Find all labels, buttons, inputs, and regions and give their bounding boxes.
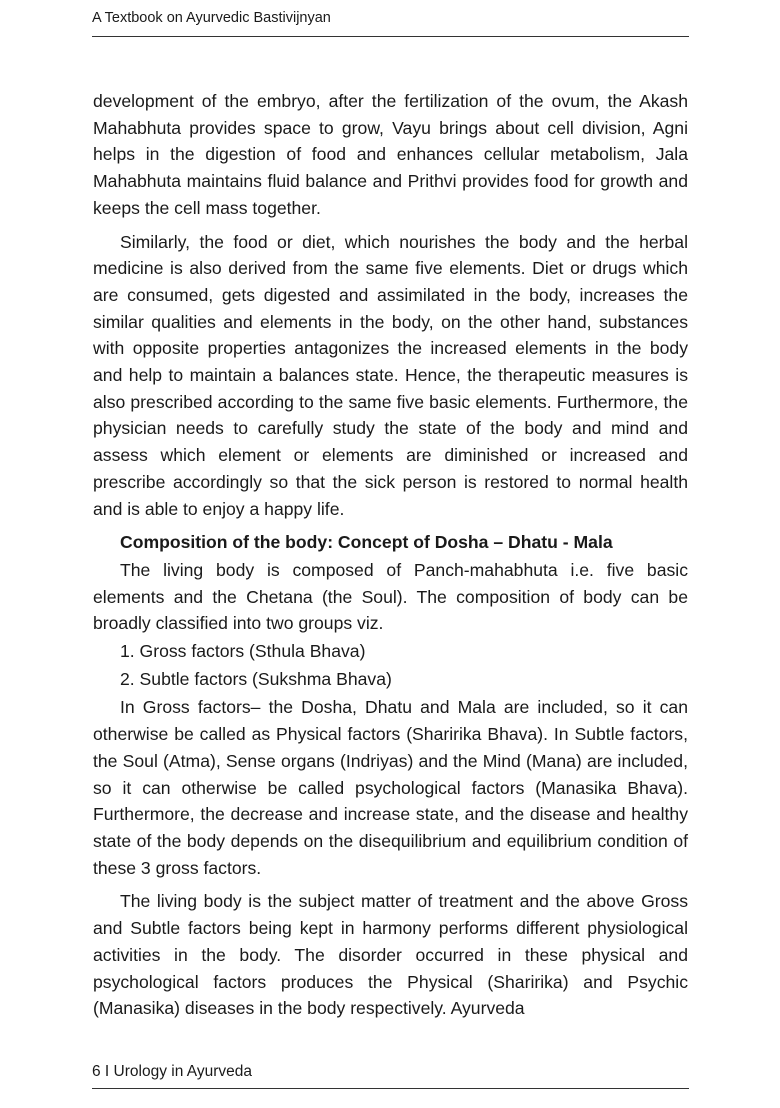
running-footer: 6 I Urology in Ayurveda	[92, 1063, 252, 1080]
section-heading: Composition of the body: Concept of Dosha – Dhatu - Mala	[120, 532, 613, 553]
paragraph: The living body is composed of Panch-mahabhuta i.e. five basic elements and the Chetana (the Soul). The composition of body can be broadly classified into two groups viz.	[93, 559, 688, 634]
paragraph: The living body is the subject matter of treatment and the above Gross and Subtle factors being kept in harmony performs different physiological activities in the body. The disorder occurred in these physical and psychological factors produces the Physical (Sharirika) and Psychic (Manasika) diseases in the body respectively. Ayurveda	[93, 891, 688, 1019]
paragraph: In Gross factors– the Dosha, Dhatu and Mala are included, so it can otherwise be called as Physical factors (Sharirika Bhava). In Subtle factors, the Soul (Atma), Sense organs (Indriyas) and the Mind (Mana) are included, so it can otherwise be called psychological factors (Manasika Bhava). Furthermore, the decrease and increase state, and the disease and healthy state of the body depends on the disequilibrium and equilibrium condition of these 3 gross factors.	[93, 697, 688, 878]
running-header: A Textbook on Ayurvedic Bastivijnyan	[92, 10, 331, 26]
header-rule	[92, 36, 689, 37]
list-item: 2. Subtle factors (Sukshma Bhava)	[120, 669, 392, 690]
page-body	[93, 88, 688, 1029]
factor-list	[93, 638, 688, 693]
list-item: 1. Gross factors (Sthula Bhava)	[120, 641, 366, 662]
paragraph: development of the embryo, after the fertilization of the ovum, the Akash Mahabhuta provides space to grow, Vayu brings about cell division, Agni helps in the digestion of food and enhances cellular metabolism, Jala Mahabhuta maintains fluid balance and Prithvi provides food for growth and keeps the cell mass together.	[93, 91, 688, 218]
footer-rule	[92, 1088, 689, 1089]
paragraph: Similarly, the food or diet, which nourishes the body and the herbal medicine is also derived from the same five elements. Diet or drugs which are consumed, gets digested and assimilated in the body, increases the similar qualities and elements in the body, on the other hand, substances with opposite properties antagonizes the increased elements in the body and help to maintain a balances state. Hence, the therapeutic measures is also prescribed according to the same five basic elements. Furthermore, the physician needs to carefully study the state of the body and mind and assess which element or elements are diminished or increased and prescribe accordingly so that the sick person is restored to normal health and is able to enjoy a happy life.	[93, 231, 688, 519]
